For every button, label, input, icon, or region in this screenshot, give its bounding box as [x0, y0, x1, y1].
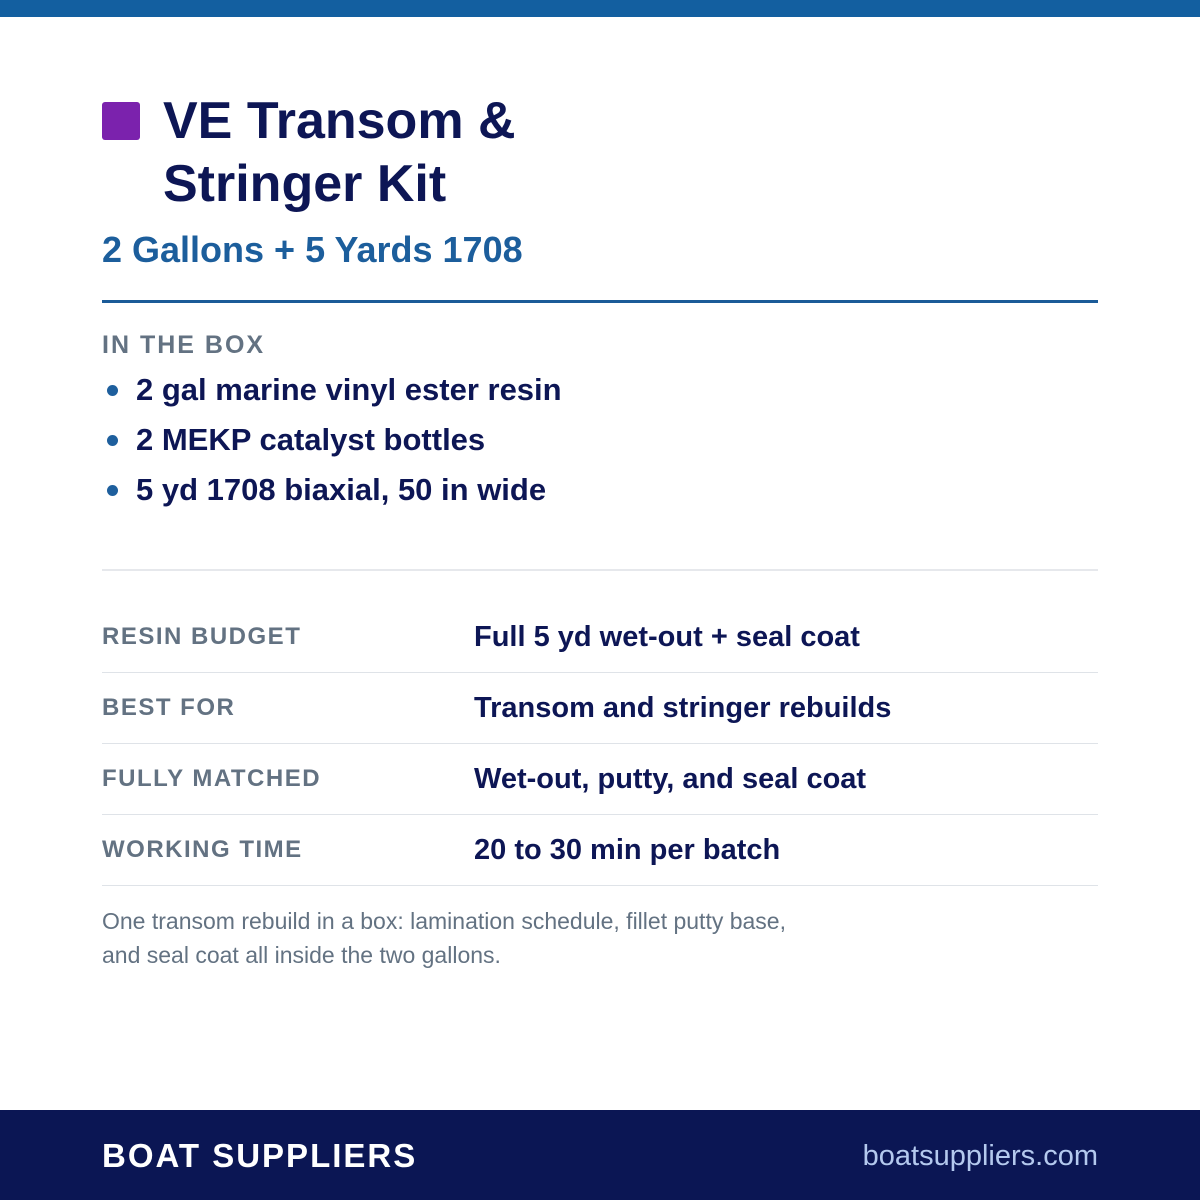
table-row — [102, 673, 1098, 744]
spec-value: Full 5 yd wet-out + seal coat — [474, 620, 860, 653]
list-item-text: 2 MEKP catalyst bottles — [136, 422, 486, 457]
bullet-icon — [107, 485, 118, 496]
table-row — [102, 744, 1098, 815]
bullet-icon — [107, 435, 118, 446]
list-item — [102, 415, 562, 465]
website-link[interactable]: boatsuppliers.com — [862, 1140, 1098, 1172]
list-item — [102, 365, 562, 415]
table-row — [102, 602, 1098, 673]
description-note: One transom rebuild in a box: lamination schedule, fillet putty base, and seal coat all inside the two gallons. — [102, 908, 786, 968]
header-divider — [102, 300, 1098, 303]
list-item-text: 5 yd 1708 biaxial, 50 in wide — [136, 472, 547, 507]
spec-label: FULLY MATCHED — [102, 765, 322, 792]
spec-value: Wet-out, putty, and seal coat — [474, 762, 867, 795]
section-divider — [102, 569, 1098, 571]
title-row — [102, 90, 723, 216]
top-accent-bar — [0, 0, 1200, 17]
in-the-box-label: IN THE BOX — [102, 331, 266, 359]
footer-bar — [0, 1110, 1200, 1200]
brand-name: BOAT SUPPLIERS — [102, 1137, 418, 1174]
spec-value: Transom and stringer rebuilds — [474, 691, 892, 724]
page-title: VE Transom & Stringer Kit — [163, 92, 516, 213]
page-subtitle: 2 Gallons + 5 Yards 1708 — [102, 229, 523, 270]
spec-label: RESIN BUDGET — [102, 623, 302, 650]
in-the-box-list — [102, 365, 562, 515]
spec-table — [102, 602, 1098, 886]
spec-label: BEST FOR — [102, 694, 236, 721]
table-row — [102, 815, 1098, 886]
list-item-text: 2 gal marine vinyl ester resin — [136, 372, 562, 407]
bullet-icon — [107, 385, 118, 396]
spec-value: 20 to 30 min per batch — [474, 833, 781, 866]
spec-label: WORKING TIME — [102, 836, 303, 863]
color-swatch-icon — [102, 102, 140, 140]
list-item — [102, 465, 562, 515]
